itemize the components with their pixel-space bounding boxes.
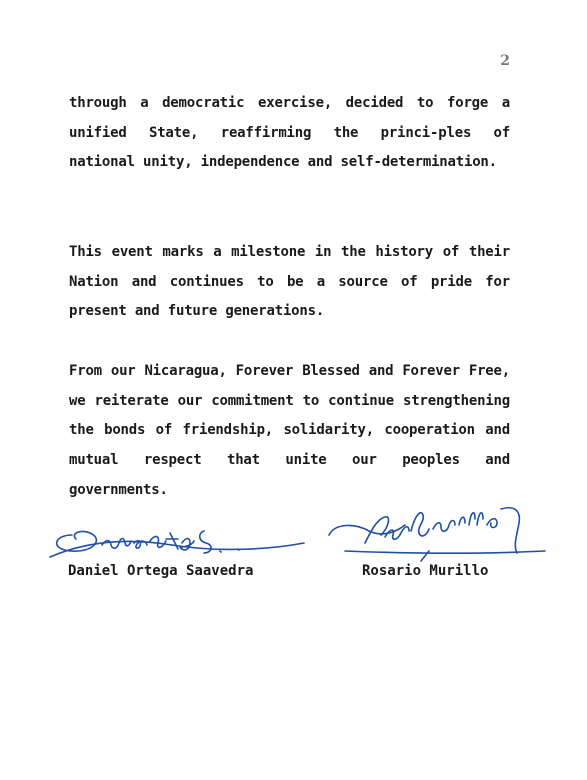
signature-rosario-murillo: [325, 495, 555, 565]
signature-block: [0, 495, 587, 595]
paragraph-milestone: This event marks a milestone in the history of their Nation and continues to be a source of pride for present and future generations.: [69, 244, 510, 320]
signatory-name-rosario-murillo: Rosario Murillo: [362, 563, 489, 579]
signatory-name-daniel-ortega: Daniel Ortega Saavedra: [68, 563, 254, 579]
paragraph-commitment: From our Nicaragua, Forever Blessed and Forever Free, we reiterate our commitment to continue strengthening the bonds of friendship, solidarity, cooperation and mutual respect that unite our peoples and governments.: [69, 363, 510, 498]
page-number: 2: [500, 53, 510, 69]
paragraph-unified-state: through a democratic exercise, decided to forge a unified State, reaffirming the princi-ples of national unity, independence and self-determination.: [69, 95, 510, 171]
signature-daniel-ortega: [42, 513, 312, 568]
